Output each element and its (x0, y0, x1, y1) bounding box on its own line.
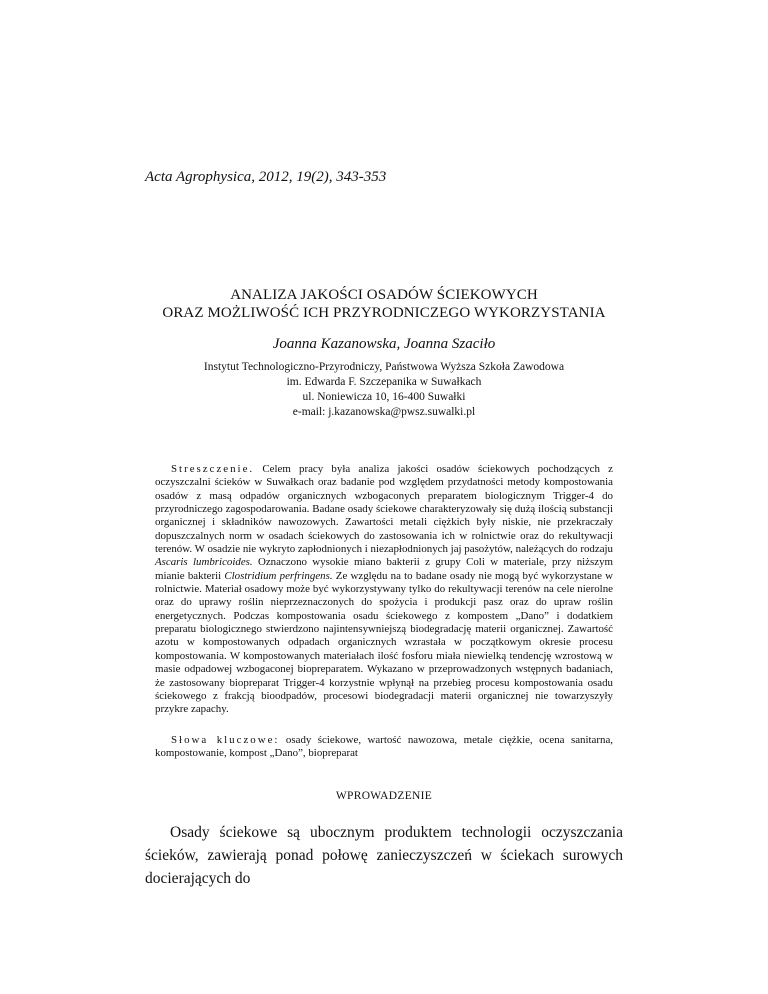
article-title-line-2: ORAZ MOŻLIWOŚĆ ICH PRZYRODNICZEGO WYKORZYSTANIA (162, 305, 606, 321)
abstract-species-1: Ascaris lumbricoides. (155, 556, 253, 569)
journal-citation: Acta Agrophysica, 2012, 19(2), 343-353 (145, 169, 387, 185)
keywords-label: Słowa kluczowe: (171, 734, 280, 746)
keywords (155, 734, 613, 761)
abstract-species-2: Clostridium perfringens. (224, 569, 333, 582)
article-title-line-1: ANALIZA JAKOŚCI OSADÓW ŚCIEKOWYCH (230, 287, 538, 303)
abstract-text-3: Ze względu na to badane osady nie mogą być wykorzystane w rolnictwie. Materiał osadowy może być wykorzystywany tylko do rekultywacji terenów na cele nierolne oraz do uprawy roślin nieprzeznaczonych do spożycia i produkcji pasz oraz do upraw roślin energetycznych. Podczas kompostowania osadu ściekowego z kompostem „Dano” i dodatkiem preparatu biologicznego stwierdzono najintensywniejszą biodegradację materii organicznej. Zawartość azotu w kompostowanych odpadach organicznych wzrastała w początkowym okresie procesu kompostowania. W kompostowanych materiałach ilość fosforu miała niewielką tendencję wzrostową w masie odpadowej wzbogaconej biopreparatem. Wykazano w przeprowadzonych wstępnych badaniach, że zastosowany biopreparat Trigger-4 korzystnie wpłynął na przebieg procesu kompostowania osadu ściekowego z frakcją bioodpadów, procesowi biodegradacji materii organicznej nie towarzyszyły przykre zapachy. (155, 569, 614, 716)
affiliation (100, 360, 668, 420)
abstract (155, 463, 613, 717)
abstract-text-2: Oznaczono wysokie miano bakterii z grupy Coli w materiale, przy niższym mianie bakterii (155, 556, 613, 582)
section-heading: WPROWADZENIE (335, 790, 433, 802)
keywords-text: osady ściekowe, wartość nawozowa, metale ciężkie, ocena sanitarna, kompostowanie, kompost „Dano”, biopreparat (155, 734, 614, 760)
abstract-text-1: Celem pracy była analiza jakości osadów ściekowych pochodzących z oczyszczalni ścieków w Suwałkach oraz badanie pod względem przydatności metody kompostowania osadów z masą odpadów organicznych wzbogaconych preparatem biologicznym Trigger-4 do przyrodniczego zagospodarowania. Badane osady ściekowe charakteryzowały się dużą ilością substancji organicznej i składników nawozowych. Zawartości metali ciężkich były niskie, nie przekraczały dopuszczalnych norm w osadach ściekowych do zastosowania ich w rolnictwie oraz do rekultywacji terenów. W osadzie nie wykryto zapłodnionych i niezapłodnionych jaj pasożytów, należących do rodzaju (155, 463, 613, 556)
affiliation-email: e-mail: j.kazanowska@pwsz.suwalki.pl (292, 406, 476, 418)
body-paragraph: Osady ściekowe są ubocznym produktem technologii oczyszczania ścieków, zawierają ponad połowę zanieczyszczeń w ściekach surowych docierających do (145, 824, 623, 887)
affiliation-line-3: ul. Noniewicza 10, 16-400 Suwałki (302, 391, 466, 403)
affiliation-line-1: Instytut Technologiczno-Przyrodniczy, Państwowa Wyższa Szkoła Zawodowa (203, 361, 565, 373)
author-list: Joanna Kazanowska, Joanna Szaciło (272, 336, 496, 352)
affiliation-line-2: im. Edwarda F. Szczepanika w Suwałkach (286, 376, 482, 388)
abstract-label: Streszczenie. (171, 463, 255, 475)
